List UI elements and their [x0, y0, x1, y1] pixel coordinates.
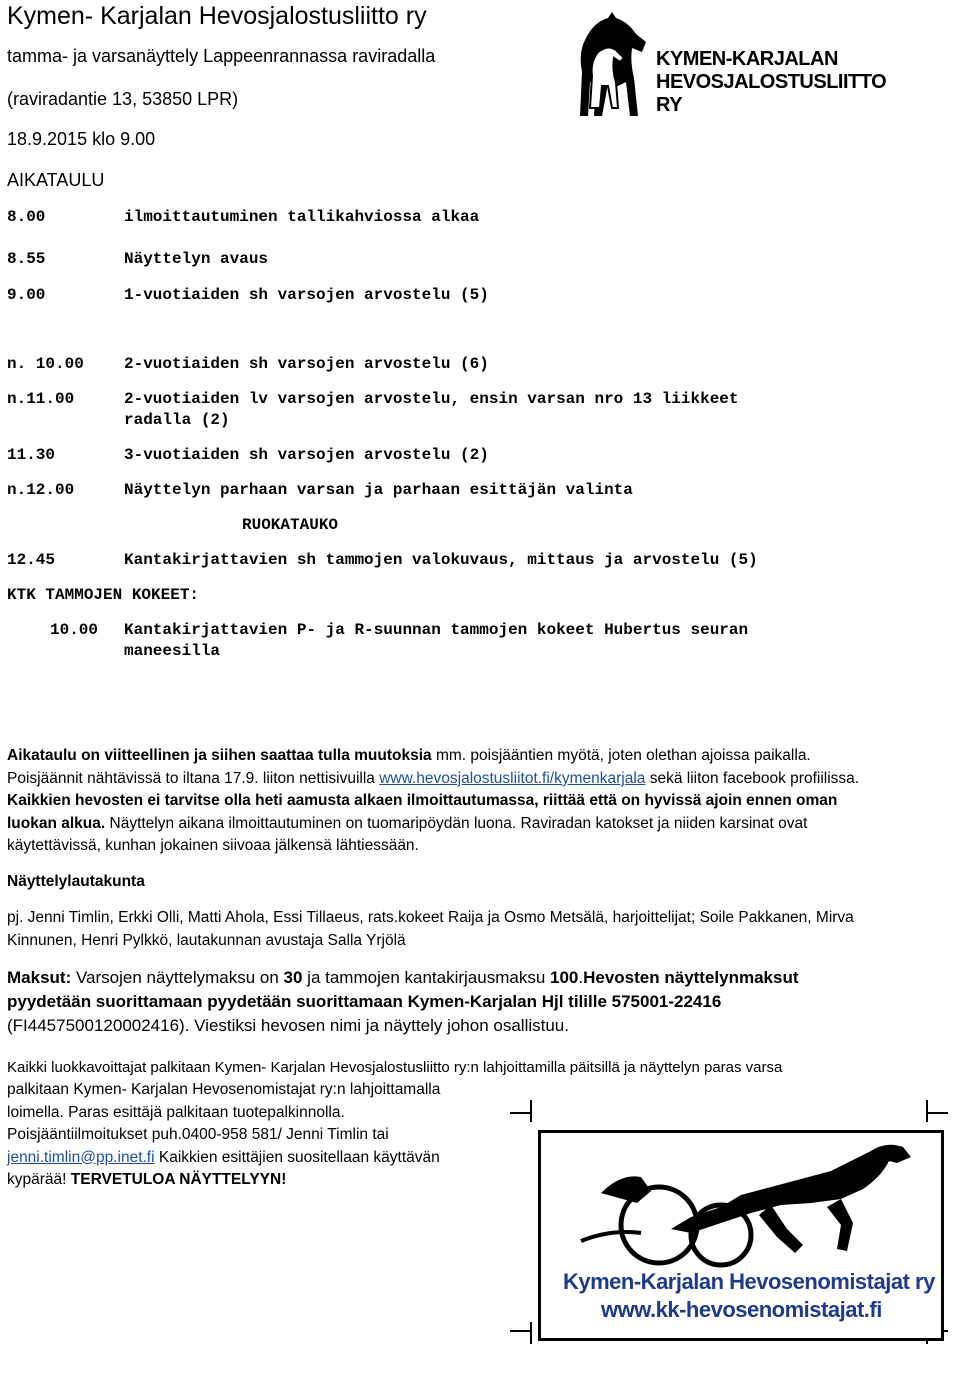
schedule-item: Kantakirjattavien P- ja R-suunnan tammojen kokeet Hubertus seuran [124, 621, 749, 639]
schedule-time: 10.00 [50, 621, 99, 639]
schedule-heading: AIKATAULU [7, 170, 105, 190]
logo-top-line1: KYMEN-KARJALAN [656, 48, 838, 70]
schedule-time: 11.30 [7, 446, 56, 464]
foal-fee: 30 [283, 968, 303, 987]
info-text: Näyttelyn aikana ilmoittautuminen on tuomaripöydän luona. Raviradan katokset ja niiden karsinat ovat käytettävissä, kunhan jokainen siivoaa jälkensä lähtiessään. [7, 814, 808, 854]
schedule-time: 8.55 [7, 250, 46, 268]
info-text: mm. poisjääntien myötä, joten olethan ajoissa paikalla. Poisjäännit nähtävissä to iltana 17.9. liiton nettisivuilla [7, 747, 811, 787]
info-bold: Aikataulu on viitteellinen ja siihen saattaa tulla muutoksia [7, 747, 432, 764]
schedule-time: 9.00 [7, 286, 46, 304]
trotting-horse-icon [541, 1133, 941, 1268]
logo-bottom-line1: Kymen-Karjalan Hevosenomistajat ry [563, 1269, 935, 1294]
schedule-item: Näyttelyn parhaan varsan ja parhaan esittäjän valinta [124, 481, 633, 499]
schedule-time: n.12.00 [7, 481, 75, 499]
payment-text: (FI4457500120002416). Viestiksi hevosen nimi ja näyttely johon osallistuu. [7, 1016, 569, 1035]
prizes-text: palkitaan Kymen- Karjalan Hevosenomistajat ry:n lahjoittamalla loimella. Paras esittäjä palkitaan tuotepalkinnolla. Poisjääntiilmoitukset puh.0400-958 581/ Jenni Timlin tai [7, 1081, 441, 1143]
payment-text: Varsojen näyttelymaksu on [71, 968, 284, 987]
kymen-karjalan-hevosjalostusliitto-logo [568, 12, 887, 122]
ktk-heading: KTK TAMMOJEN KOKEET: [7, 586, 200, 604]
schedule-time: n.11.00 [7, 390, 75, 408]
schedule-item-continued: radalla (2) [124, 411, 230, 429]
logo-top-line2: HEVOSJALOSTUSLIITTO RY [656, 71, 887, 116]
schedule-item: 2-vuotiaiden lv varsojen arvostelu, ensin varsan nro 13 liikkeet [124, 390, 739, 408]
association-website-link[interactable]: www.hevosjalostusliitot.fi/kymenkarjala [379, 769, 646, 787]
prizes-text: Kaikkien esittäjien suositellaan käyttävän kypärää! [7, 1148, 440, 1188]
schedule-time: n. 10.00 [7, 355, 84, 373]
prizes-paragraph [7, 1079, 482, 1192]
lunch-break: RUOKATAUKO [242, 516, 339, 534]
schedule-time: 8.00 [7, 208, 46, 226]
jury-heading: Näyttelylautakunta [7, 873, 145, 890]
mare-fee: 100 [550, 968, 579, 987]
event-subtitle: tamma- ja varsanäyttely Lappeenrannassa raviradalla [7, 46, 436, 66]
info-bold: Kaikkien hevosten ei tarvitse olla heti aamusta alkaen ilmoittautumassa, riittää että on hyvissä ajoin ennen oman luokan alkua. [7, 792, 838, 832]
schedule-item: ilmoittautuminen tallikahviossa alkaa [124, 208, 480, 226]
payment-label: Maksut: [7, 968, 72, 987]
schedule-item: Kantakirjattavien sh tammojen valokuvaus, mittaus ja arvostelu (5) [124, 551, 758, 569]
payment-text: ja tammojen kantakirjausmaksu [302, 968, 550, 987]
payment-paragraph [7, 966, 877, 1038]
schedule-item: Näyttelyn avaus [124, 250, 269, 268]
schedule-item: 3-vuotiaiden sh varsojen arvostelu (2) [124, 446, 489, 464]
kymen-karjalan-hevosenomistajat-logo [500, 1100, 958, 1368]
info-paragraph [7, 745, 877, 858]
document-title: Kymen- Karjalan Hevosjalostusliitto ry [7, 2, 427, 30]
email-link[interactable]: jenni.timlin@pp.inet.fi [7, 1148, 155, 1166]
prizes-line1: Kaikki luokkavoittajat palkitaan Kymen- Karjalan Hevosjalostusliitto ry:n lahjoittamilla päitsillä ja näyttelyn paras varsa [7, 1059, 783, 1076]
horse-icon [568, 12, 658, 122]
payment-bold: Hevosten näyttelynmaksut pyydetään suorittamaan pyydetään suorittamaan Kymen-Karjalan Hjl tilille 575001-22416 [7, 968, 799, 1011]
welcome-text: TERVETULOA NÄYTTELYYN! [70, 1171, 287, 1188]
event-date: 18.9.2015 klo 9.00 [7, 129, 156, 149]
payment-text: . [578, 968, 584, 987]
schedule-item: 2-vuotiaiden sh varsojen arvostelu (6) [124, 355, 489, 373]
schedule-item-continued: maneesilla [124, 642, 221, 660]
schedule-item: 1-vuotiaiden sh varsojen arvostelu (5) [124, 286, 489, 304]
schedule-time: 12.45 [7, 551, 56, 569]
jury-members: pj. Jenni Timlin, Erkki Olli, Matti Ahola, Essi Tillaeus, rats.kokeet Raija ja Osmo Metsälä, harjoittelijat; Soile Pakkanen, Mirva Kinnunen, Henri Pylkkö, lautakunnan avustaja Salla Yrjölä [7, 909, 854, 949]
event-address: (raviradantie 13, 53850 LPR) [7, 89, 239, 109]
logo-bottom-line2: www.kk-hevosenomistajat.fi [601, 1297, 882, 1322]
info-text: sekä liiton facebook profiilissa. [645, 769, 860, 787]
